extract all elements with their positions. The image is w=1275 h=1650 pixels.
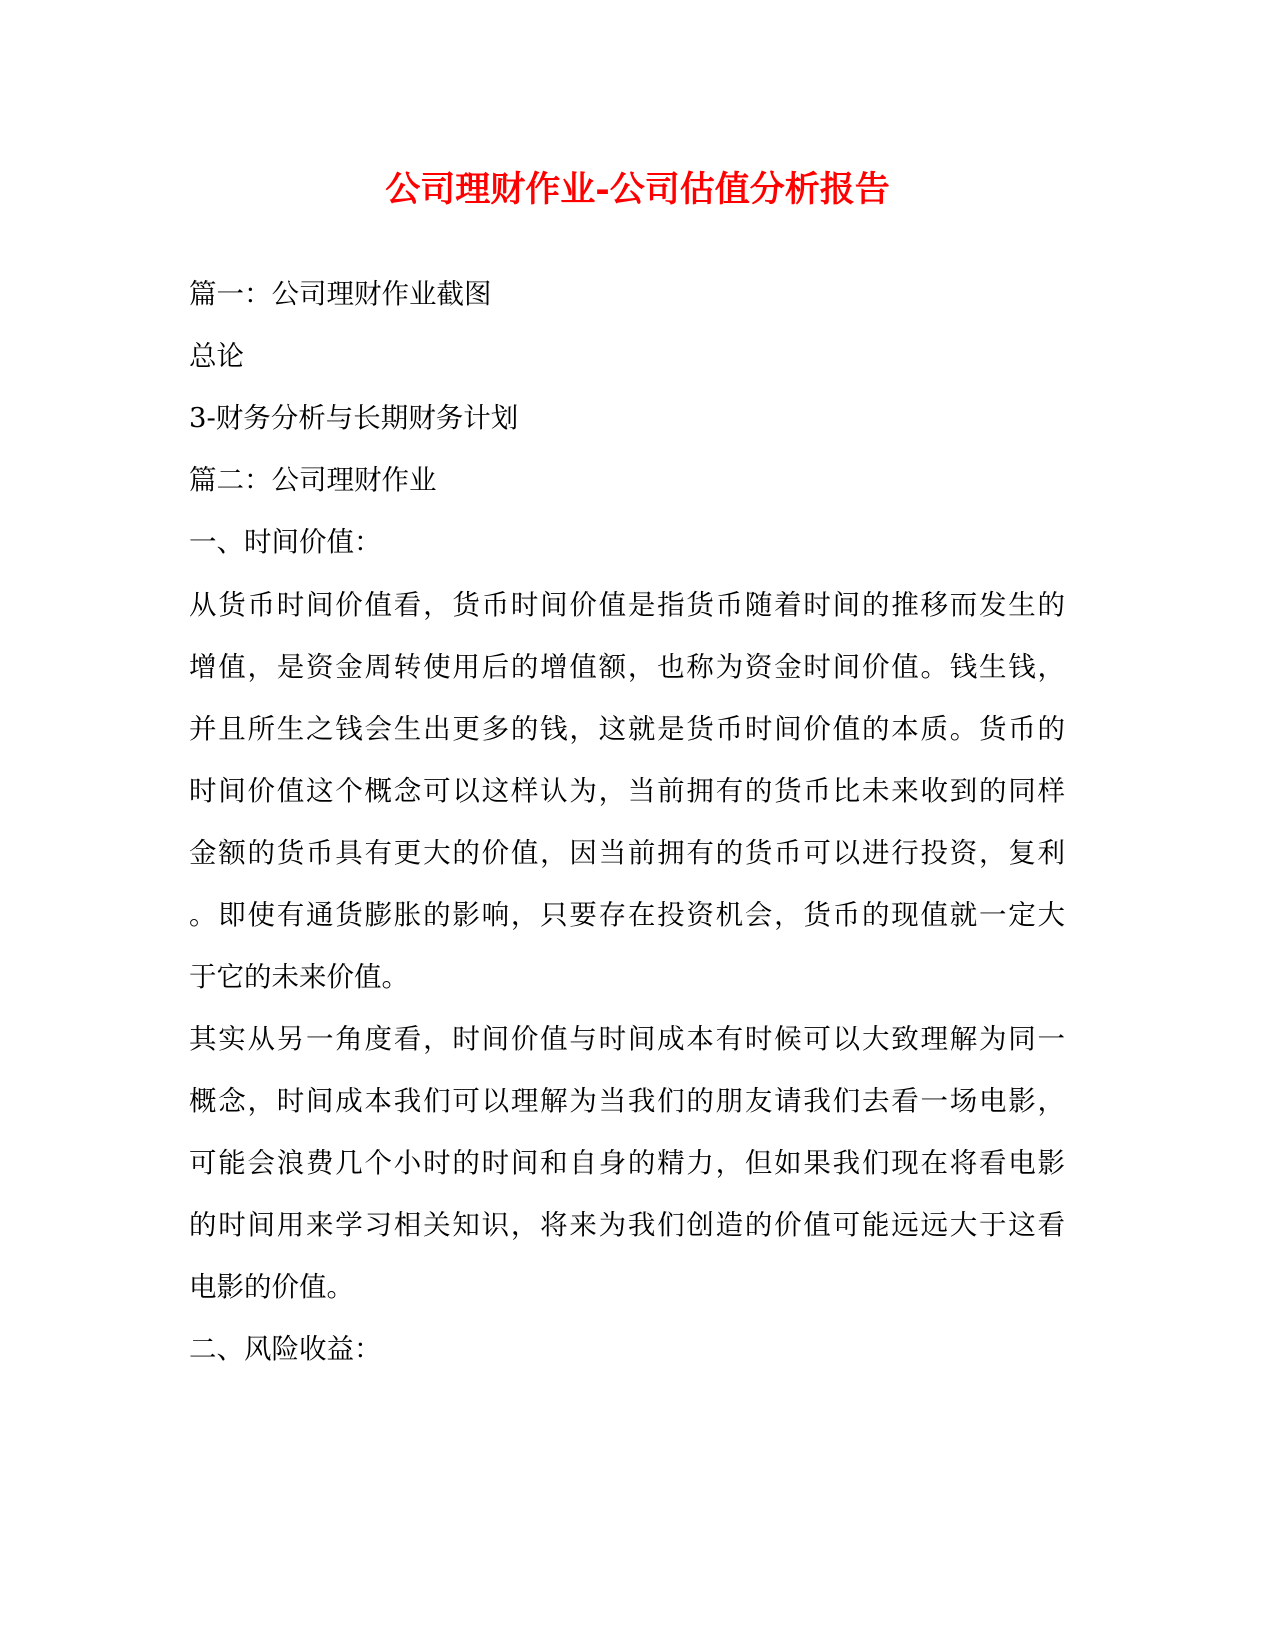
paragraph-line: 并且所生之钱会生出更多的钱，这就是货币时间价值的本质。货币的 bbox=[189, 713, 1065, 745]
paragraph-line: 3-财务分析与长期财务计划 bbox=[189, 402, 519, 434]
paragraph-line: 其实从另一角度看，时间价值与时间成本有时候可以大致理解为同一 bbox=[189, 1023, 1065, 1055]
paragraph-line: 金额的货币具有更大的价值，因当前拥有的货币可以进行投资，复利 bbox=[189, 837, 1065, 869]
section-heading: 篇一：公司理财作业截图 bbox=[189, 278, 492, 310]
section-heading: 篇二：公司理财作业 bbox=[189, 464, 437, 496]
paragraph-line: 可能会浪费几个小时的时间和自身的精力，但如果我们现在将看电影 bbox=[189, 1147, 1065, 1179]
paragraph-line: 。即使有通货膨胀的影响，只要存在投资机会，货币的现值就一定大 bbox=[189, 899, 1065, 931]
paragraph-line: 总论 bbox=[189, 340, 244, 372]
subsection-heading: 二、风险收益： bbox=[189, 1333, 382, 1365]
paragraph-line: 从货币时间价值看，货币时间价值是指货币随着时间的推移而发生的 bbox=[189, 589, 1065, 621]
paragraph-line: 概念，时间成本我们可以理解为当我们的朋友请我们去看一场电影， bbox=[189, 1085, 1065, 1117]
paragraph-line: 时间价值这个概念可以这样认为，当前拥有的货币比未来收到的同样 bbox=[189, 775, 1065, 807]
paragraph-line: 的时间用来学习相关知识，将来为我们创造的价值可能远远大于这看 bbox=[189, 1209, 1065, 1241]
paragraph-line: 电影的价值。 bbox=[189, 1271, 354, 1303]
paragraph-line: 增值，是资金周转使用后的增值额，也称为资金时间价值。钱生钱， bbox=[189, 651, 1065, 683]
document-title: 公司理财作业-公司估值分析报告 bbox=[385, 169, 890, 210]
paragraph-line: 于它的未来价值。 bbox=[189, 961, 409, 993]
subsection-heading: 一、时间价值： bbox=[189, 526, 382, 558]
